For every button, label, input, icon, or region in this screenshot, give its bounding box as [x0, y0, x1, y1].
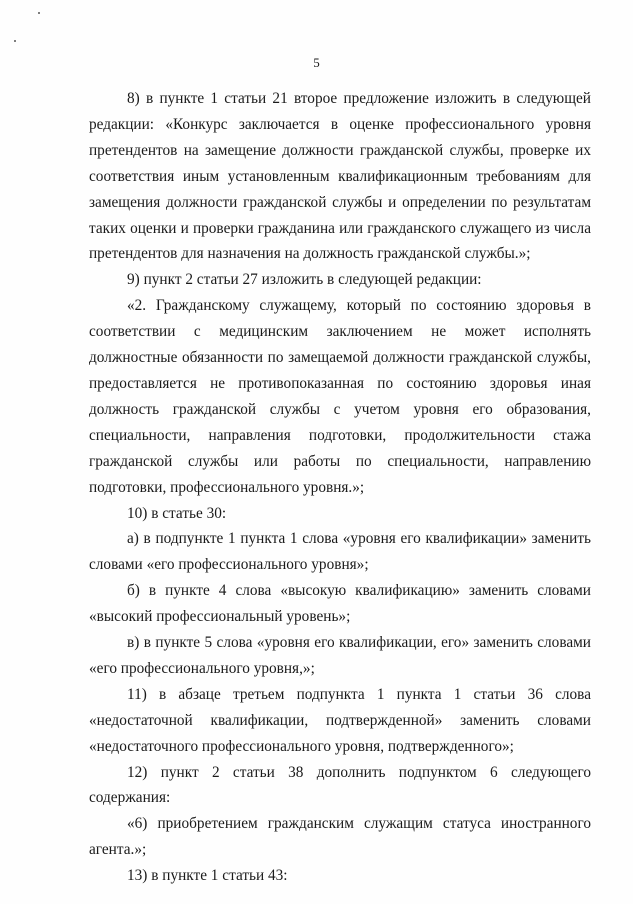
paragraph-item-11: 11) в абзаце третьем подпункта 1 пункта 1 статьи 36 слова «недостаточной квалификации, подтвержденной» заменить словами «недостаточного профессионального уровня, подтвержденного»; [89, 685, 591, 755]
paragraph-quoted-subitem-6: «6) приобретением гражданским служащим статуса иностранного агента.»; [89, 815, 591, 859]
paragraph-item-13: 13) в пункте 1 статьи 43: [127, 867, 288, 885]
scan-speck [38, 12, 40, 14]
paragraph-quoted-point-2: «2. Гражданскому служащему, который по состоянию здоровья в соответствии с медицинским заключением не может исполнять должностные обязанности по замещаемой должности гражданской службы, предоставляется не противопоказанная по состоянию здоровья иная должность гражданской службы с учетом уровня его образования, специальности, направления подготовки, продолжительности стажа гражданской службы или работы по специальности, направлению подготовки, профессионального уровня.»; [89, 297, 591, 496]
paragraph-item-12: 12) пункт 2 статьи 38 дополнить подпунктом 6 следующего содержания: [89, 763, 591, 807]
paragraph-subitem-v: в) в пункте 5 слова «уровня его квалификации, его» заменить словами «его профессионального уровня,»; [89, 634, 591, 677]
scan-speck [14, 40, 16, 42]
paragraph-subitem-b: б) в пункте 4 слова «высокую квалификацию» заменить словами «высокий профессиональный уровень»; [89, 582, 591, 626]
paragraph-item-10: 10) в статье 30: [127, 504, 227, 522]
document-body [89, 86, 591, 889]
paragraph-item-9: 9) пункт 2 статьи 27 изложить в следующей редакции: [127, 271, 482, 289]
paragraph-subitem-a: а) в подпункте 1 пункта 1 слова «уровня его квалификации» заменить словами «его профессионального уровня»; [89, 530, 591, 574]
page-number: 5 [313, 55, 320, 70]
paragraph-item-8: 8) в пункте 1 статьи 21 второе предложение изложить в следующей редакции: «Конкурс заключается в оценке профессионального уровня претендентов на замещение должности гражданской службы, проверке их соответствия иным установленным квалификационным требованиям для замещения должности гражданской службы и определении по результатам таких оценки и проверки гражданина или гражданского служащего из числа претендентов для назначения на должность гражданской службы.»; [89, 90, 591, 263]
